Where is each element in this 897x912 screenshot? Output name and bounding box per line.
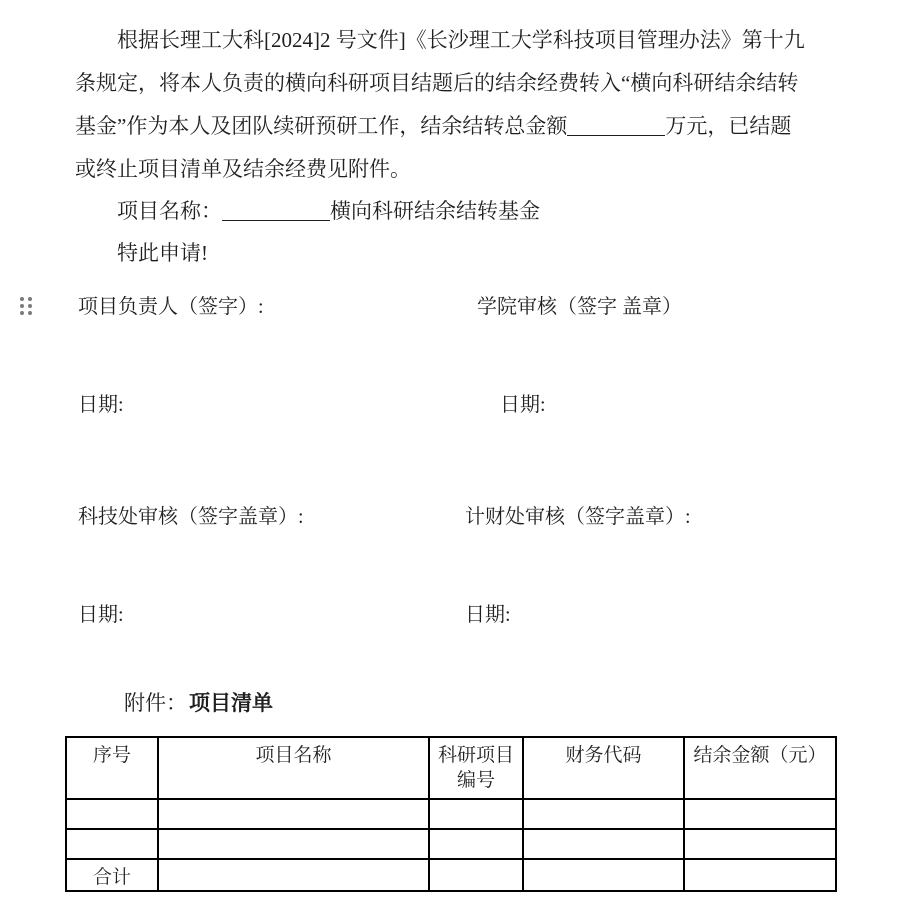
total-label-cell: 合计 <box>66 859 158 891</box>
attachment-title: 项目清单 <box>189 691 273 715</box>
body-line-3 <box>75 114 791 139</box>
project-list-table <box>65 736 837 892</box>
date-label-4: 日期: <box>465 604 511 626</box>
table-cell[interactable] <box>158 859 429 891</box>
table-cell[interactable] <box>429 829 523 859</box>
scitech-review-label: 科技处审核（签字盖章）: <box>78 506 304 528</box>
finance-review-label: 计财处审核（签字盖章）: <box>465 506 691 528</box>
date-label-1: 日期: <box>78 394 124 416</box>
date-label-2: 日期: <box>500 394 546 416</box>
header-project-name: 项目名称 <box>158 737 429 799</box>
drag-handle-dot <box>28 311 32 315</box>
table-row <box>66 799 836 829</box>
attachment-heading <box>124 691 273 716</box>
leader-signature-label: 项目负责人（签字）: <box>78 296 264 318</box>
apply-statement: 特此申请! <box>117 241 208 265</box>
body-line-3-suffix: 万元，已结题 <box>665 114 792 138</box>
drag-handle-dot <box>20 304 24 308</box>
header-project-code: 科研项目编号 <box>429 737 523 799</box>
table-cell[interactable] <box>158 829 429 859</box>
project-name-blank-field[interactable] <box>222 199 330 221</box>
drag-handle-dot <box>20 297 24 301</box>
date-label-3: 日期: <box>78 604 124 626</box>
header-finance-code: 财务代码 <box>523 737 684 799</box>
body-line-2: 条规定，将本人负责的横向科研项目结题后的结余经费转入“横向科研结余结转 <box>75 71 799 95</box>
table-cell[interactable] <box>684 829 836 859</box>
college-review-label: 学院审核（签字 盖章） <box>477 296 682 318</box>
table-cell[interactable] <box>429 859 523 891</box>
drag-handle-dot <box>28 297 32 301</box>
table-cell[interactable] <box>66 829 158 859</box>
table-cell[interactable] <box>684 799 836 829</box>
drag-handle-dot <box>20 311 24 315</box>
table-total-row <box>66 859 836 891</box>
table-header-row <box>66 737 836 799</box>
amount-blank-field[interactable] <box>567 114 665 136</box>
drag-handle-dot <box>28 304 32 308</box>
table-cell[interactable] <box>429 799 523 829</box>
attachment-label: 附件： <box>124 691 187 715</box>
table-cell[interactable] <box>158 799 429 829</box>
project-name-value: 横向科研结余结转基金 <box>330 199 540 223</box>
table-cell[interactable] <box>684 859 836 891</box>
body-line-4: 或终止项目清单及结余经费见附件。 <box>75 157 411 181</box>
project-name-line <box>117 199 540 224</box>
body-line-1: 根据长理工大科[2024]2 号文件]《长沙理工大学科技项目管理办法》第十九 <box>117 28 805 52</box>
body-line-3-prefix: 基金”作为本人及团队续研预研工作，结余结转总金额 <box>75 114 568 138</box>
header-balance-amount: 结余金额（元） <box>684 737 836 799</box>
table-cell[interactable] <box>523 799 684 829</box>
drag-handle-icon[interactable] <box>20 297 32 315</box>
header-index: 序号 <box>66 737 158 799</box>
table-cell[interactable] <box>523 829 684 859</box>
project-name-label: 项目名称： <box>117 199 222 223</box>
table-cell[interactable] <box>523 859 684 891</box>
table-cell[interactable] <box>66 799 158 829</box>
table-row <box>66 829 836 859</box>
